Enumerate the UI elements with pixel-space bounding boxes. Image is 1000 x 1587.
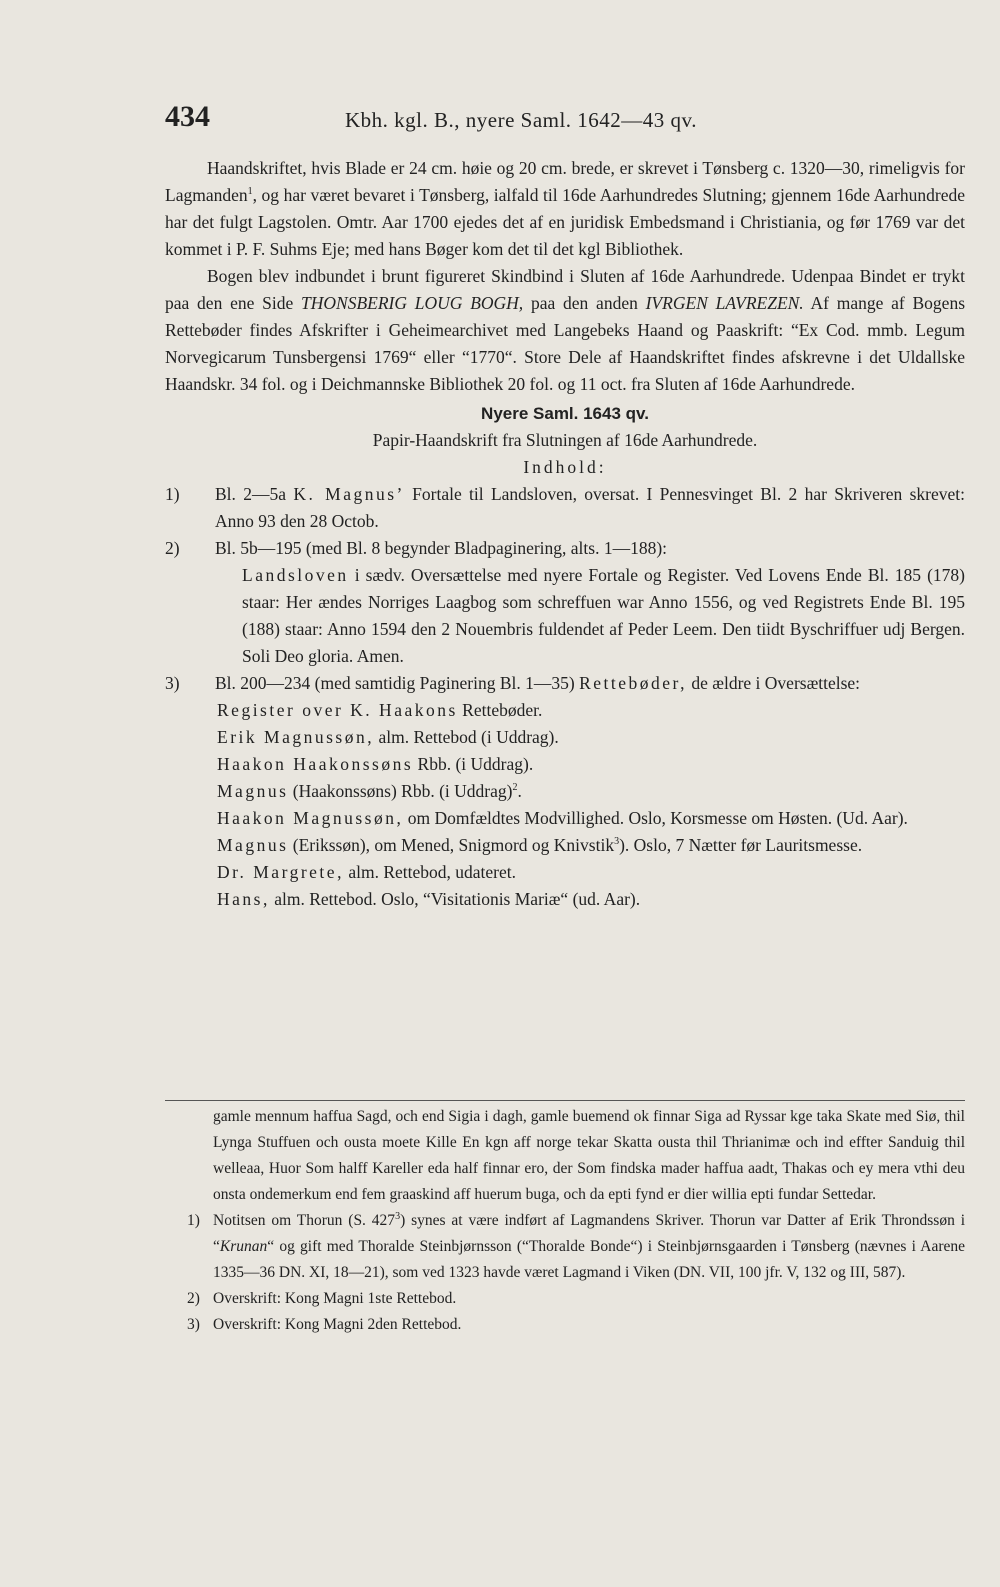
footnotes [165, 1104, 965, 1338]
rettebod-entry: Hans, alm. Rettebod. Oslo, “Visitationis Mariæ“ (ud. Aar). [217, 889, 641, 909]
page-number: 434 [165, 100, 210, 133]
section-subtitle: Papir-Haandskrift fra Slutningen af 16de Aarhundrede. [372, 430, 758, 450]
contents-item-2-continued: Landsloven i sædv. Oversættelse med nyere Fortale og Register. Ved Lovens Ende Bl. 185 (178) staar: Her ændes Norriges Laagbog som schreffuen war Anno 1556, og ved Registrets Ende Bl. 195 (188) staar: Anno 1594 den 2 Nouembris fuldendet af Peder Leem. Den tiidt Byschriffuer udj Bergen. Soli Deo gloria. Amen. [242, 565, 965, 666]
footnote-quote: gamle mennum haffua Sagd, och end Sigia i dagh, gamle buemend ok finnar Siga ad Ryssar kge taka Skate med Siø, thil Lynga Stuffuen och ousta moete Kille En kgn aff norge tekar Skatta ousta thil Thrianimæ och ind effter Sanduig thil welleaa, Huor Som halff Kareller eda half finnar ero, der Som findska mader haffua aadt, Thakas och ey mera vthi deu onsta ondemerkum end fem graaskind aff huerum buga, och da epti fynd er dier willia epti fundar Settedar. [213, 1108, 965, 1203]
rettebod-entry: Haakon Haakonssøns Rbb. (i Uddrag). [217, 754, 534, 774]
footnote-1: 1) Notitsen om Thorun (S. $427^3$) synes at være indført af Lagmandens Skriver. Thorun var Datter af Erik Throndssøn i “Krunan“ og gift med Thoralde Steinbjørnsson (“Thoralde Bonde“) i Steinbjørnsgaarden i Tønsberg (nævnes i Aarene 1335—36 DN. XI, 18—21), som ved 1323 havde været Lagmand i Viken (DN. VII, 100 jfr. V, 132 og III, 587). [187, 1210, 965, 1281]
contents-item-2: 2) Bl. 5b—195 (med Bl. 8 begynder Bladpaginering, alts. 1—188): [165, 538, 668, 558]
footnote-ref: 1 [247, 186, 253, 198]
footnote-ref: 2 [512, 782, 518, 794]
rettebod-entry: Erik Magnussøn, alm. Rettebod (i Uddrag). [217, 727, 559, 747]
rettebod-entry: Magnus (Haakonssøns) Rbb. (i Uddrag)$^2$. [217, 781, 522, 801]
contents-label: Indhold: [523, 457, 607, 477]
rettebod-entry: Dr. Margrete, alm. Rettebod, udateret. [217, 862, 516, 882]
intro-paragraph-1: Haandskriftet, hvis Blade er 24 cm. høie og 20 cm. brede, er skrevet i Tønsberg c. 1320—30, rimeligvis for Lagmanden$^1$, og har været bevaret i Tønsberg, ialfald til 16de Aarhundredes Slutning; gjennem 16de Aarhundrede har det fulgt Lagstolen. Omtr. Aar 1700 ejedes det af en juridisk Embedsmand i Christiania, og før 1769 var det kommet i P. F. Suhms Eje; med hans Bøger kom det til det kgl Bibliothek. [165, 158, 965, 259]
contents-item-1: 1) Bl. 2—5a K. Magnus’ Fortale til Landsloven, oversat. I Pennesvinget Bl. 2 har Skriveren skrevet: Anno 93 den 28 Octob. [165, 484, 965, 531]
footnote-ref: 3 [614, 836, 620, 848]
rettebod-entry: Register over K. Haakons Rettebøder. [217, 700, 543, 720]
running-head: Kbh. kgl. B., nyere Saml. 1642—43 qv. [345, 108, 697, 132]
intro-paragraph-2: Bogen blev indbundet i brunt figureret Skindbind i Sluten af 16de Aarhundrede. Udenpaa Bindet er trykt paa den ene Side THONSBERIG LOUG BOGH, paa den anden IVRGEN LAVREZEN. Af mange af Bogens Rettebøder findes Afskrifter i Geheimearchivet med Langebeks Haand og Paaskrift: “Ex Cod. mmb. Legum Norvegicarum Tunsbergensi 1769“ eller “1770“. Store Dele af Haandskriftet findes afskrevne i det Uldallske Haandskr. 34 fol. og i Deichmannske Bibliothek 20 fol. og 11 oct. fra Sluten af 16de Aarhundrede. [165, 266, 966, 394]
rettebod-entry: Magnus (Erikssøn), om Mened, Snigmord og Knivstik$^3$). Oslo, 7 Nætter før Lauritsmesse. [217, 835, 863, 855]
footnote-3: 3) Overskrift: Kong Magni 2den Rettebod. [187, 1316, 462, 1333]
contents-item-3: 3) Bl. 200—234 (med samtidig Paginering Bl. 1—35) Rettebøder, de ældre i Oversættelse: [165, 673, 861, 693]
page-header [165, 100, 965, 150]
footnote-divider [165, 1100, 965, 1101]
main-text [165, 155, 965, 913]
footnote-2: 2) Overskrift: Kong Magni 1ste Rettebod. [187, 1290, 457, 1307]
section-title: Nyere Saml. 1643 qv. [481, 404, 649, 423]
rettebod-entry: Haakon Magnussøn, om Domfældtes Modvillighed. Oslo, Korsmesse om Høsten. (Ud. Aar). [217, 808, 908, 828]
